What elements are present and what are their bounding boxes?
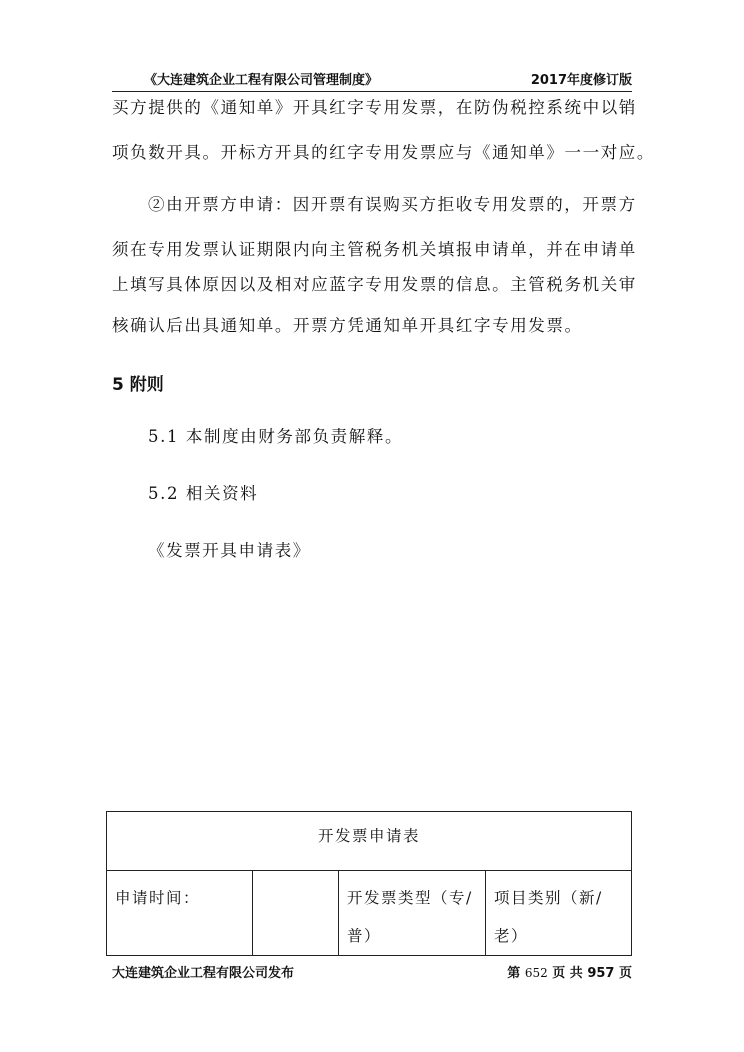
paragraph-line: ②由开票方申请：因开票有误购买方拒收专用发票的，开票方 bbox=[148, 195, 637, 214]
footer-publisher: 大连建筑企业工程有限公司发布 bbox=[112, 966, 295, 981]
apply-time-label-cell bbox=[107, 871, 253, 956]
apply-time-value[interactable] bbox=[253, 871, 338, 879]
project-type-cell bbox=[486, 871, 632, 956]
section-item: 5.1 本制度由财务部负责解释。 bbox=[148, 427, 404, 446]
page-suffix: 页 bbox=[618, 966, 632, 981]
page-number bbox=[507, 962, 632, 981]
paragraph-line: 核确认后出具通知单。开票方凭通知单开具红字专用发票。 bbox=[112, 316, 583, 335]
section-item: 5.2 相关资料 bbox=[148, 484, 259, 503]
page-header bbox=[112, 67, 632, 92]
project-type-label-line2: 老） bbox=[494, 927, 529, 945]
invoice-type-label-line2: 普） bbox=[347, 927, 382, 945]
page-total: 957 bbox=[587, 966, 615, 981]
paragraph-line: 项负数开具。开标方开具的红字专用发票应与《通知单》一一对应。 bbox=[112, 143, 655, 162]
paragraph-line: 须在专用发票认证期限内向主管税务机关填报申请单，并在申请单 bbox=[112, 240, 637, 259]
apply-time-value-cell[interactable] bbox=[253, 871, 339, 956]
header-title: 《大连建筑企业工程有限公司管理制度》 bbox=[144, 73, 379, 88]
section-heading: 5 附则 bbox=[112, 375, 164, 395]
invoice-application-form bbox=[106, 811, 632, 956]
page-current: 652 bbox=[524, 966, 548, 980]
apply-time-label: 申请时间： bbox=[115, 889, 201, 907]
paragraph-line: 买方提供的《通知单》开具红字专用发票，在防伪税控系统中以销 bbox=[112, 98, 637, 117]
page-middle: 页 共 bbox=[552, 966, 583, 981]
form-title-cell bbox=[107, 812, 632, 871]
invoice-type-cell bbox=[339, 871, 486, 956]
project-type-label-line1: 项目类别（新/ bbox=[494, 889, 603, 907]
reference-title: 《发票开具申请表》 bbox=[148, 541, 311, 560]
form-title: 开发票申请表 bbox=[317, 827, 420, 845]
paragraph-line: 上填写具体原因以及相对应蓝字专用发票的信息。主管税务机关审 bbox=[112, 275, 637, 294]
invoice-type-label-line1: 开发票类型（专/ bbox=[347, 889, 473, 907]
page-prefix: 第 bbox=[507, 966, 521, 981]
header-version: 2017年度修订版 bbox=[530, 73, 632, 88]
